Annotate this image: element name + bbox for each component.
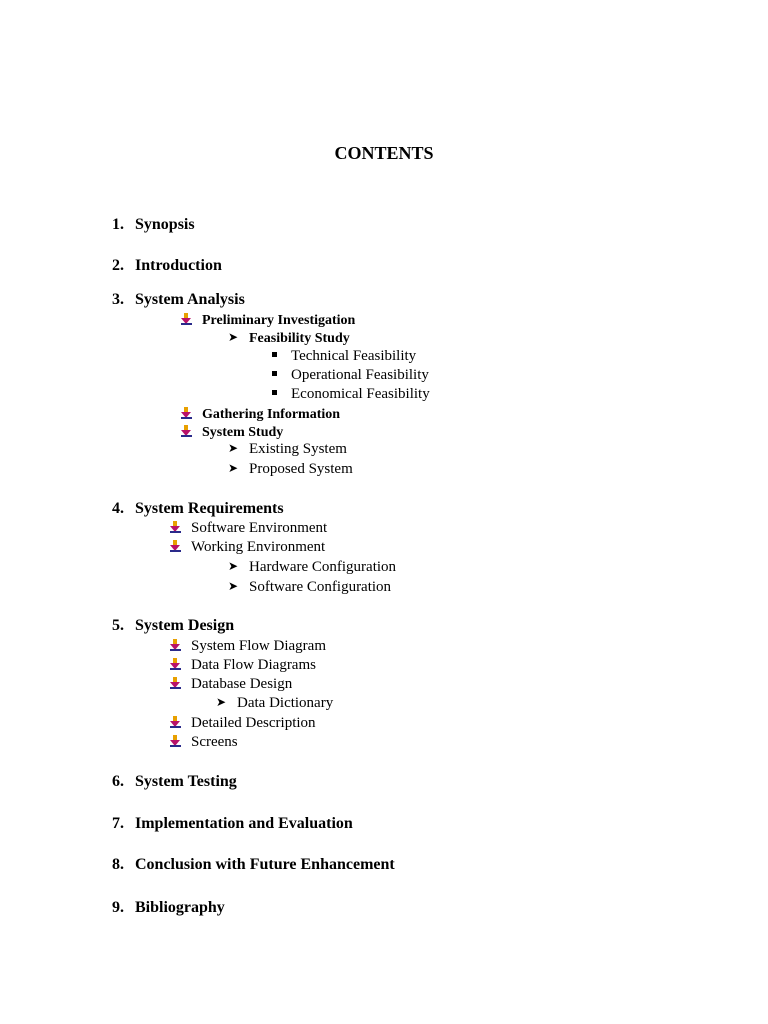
- toc-section-2: [112, 258, 222, 274]
- section-title: System Testing: [135, 773, 237, 790]
- toc-item-software-environment: Software Environment: [170, 521, 327, 536]
- toc-item-detailed-description: Detailed Description: [170, 716, 316, 731]
- toc-item-preliminary-investigation: Preliminary Investigation: [181, 313, 355, 328]
- section-title: Conclusion with Future Enhancement: [135, 856, 395, 873]
- toc-section-1: [112, 217, 195, 233]
- toc-item-hardware-configuration: ➤ Hardware Configuration: [228, 559, 397, 575]
- toc-item-data-dictionary: ➤ Data Dictionary: [216, 695, 334, 711]
- section-number: 9.: [112, 899, 124, 916]
- arrow-down-bullet-icon: [170, 658, 182, 670]
- square-bullet-icon: [272, 390, 277, 395]
- toc-section-7: [112, 816, 353, 832]
- toc-item-proposed-system: ➤ Proposed System: [228, 461, 353, 477]
- toc-item-economical-feasibility: Economical Feasibility: [272, 387, 430, 402]
- arrow-down-bullet-icon: [181, 425, 193, 437]
- arrow-down-bullet-icon: [181, 313, 193, 325]
- section-title: System Design: [135, 617, 235, 634]
- arrow-down-bullet-icon: [181, 407, 193, 419]
- arrow-down-bullet-icon: [170, 677, 182, 689]
- section-number: 8.: [112, 856, 124, 873]
- toc-section-4: [112, 501, 284, 517]
- arrow-down-bullet-icon: [170, 735, 182, 747]
- toc-section-6: [112, 774, 237, 790]
- section-title: Implementation and Evaluation: [135, 815, 353, 832]
- toc-item-screens: Screens: [170, 735, 238, 750]
- toc-item-gathering-information: Gathering Information: [181, 407, 340, 422]
- section-number: 2.: [112, 257, 124, 274]
- section-title: System Analysis: [135, 291, 245, 308]
- square-bullet-icon: [272, 352, 277, 357]
- arrowhead-bullet-icon: ➤: [228, 559, 239, 573]
- section-number: 1.: [112, 216, 124, 233]
- section-title: Introduction: [135, 257, 222, 274]
- toc-section-3: [112, 292, 245, 308]
- arrow-down-bullet-icon: [170, 540, 182, 552]
- arrowhead-bullet-icon: ➤: [228, 441, 239, 455]
- section-title: Bibliography: [135, 899, 225, 916]
- section-number: 4.: [112, 500, 124, 517]
- arrow-down-bullet-icon: [170, 716, 182, 728]
- square-bullet-icon: [272, 371, 277, 376]
- toc-item-technical-feasibility: Technical Feasibility: [272, 349, 416, 364]
- arrowhead-bullet-icon: ➤: [216, 695, 227, 709]
- section-number: 5.: [112, 617, 124, 634]
- toc-section-8: [112, 857, 395, 873]
- page-title: CONTENTS: [334, 143, 434, 163]
- section-title: Synopsis: [135, 216, 195, 233]
- toc-item-system-flow-diagram: System Flow Diagram: [170, 639, 326, 654]
- toc-item-existing-system: ➤ Existing System: [228, 441, 347, 457]
- toc-section-5: [112, 618, 234, 634]
- toc-item-operational-feasibility: Operational Feasibility: [272, 368, 429, 383]
- toc-item-system-study: System Study: [181, 425, 283, 440]
- arrow-down-bullet-icon: [170, 521, 182, 533]
- toc-item-working-environment: Working Environment: [170, 540, 325, 555]
- toc-item-feasibility-study: ➤ Feasibility Study: [228, 330, 350, 346]
- toc-item-data-flow-diagrams: Data Flow Diagrams: [170, 658, 316, 673]
- toc-section-9: [112, 900, 225, 916]
- section-title: System Requirements: [135, 500, 284, 517]
- arrowhead-bullet-icon: ➤: [228, 461, 239, 475]
- arrowhead-bullet-icon: ➤: [228, 579, 239, 593]
- arrow-down-bullet-icon: [170, 639, 182, 651]
- toc-item-software-configuration: ➤ Software Configuration: [228, 579, 392, 595]
- arrowhead-bullet-icon: ➤: [228, 330, 239, 344]
- section-number: 7.: [112, 815, 124, 832]
- section-number: 6.: [112, 773, 124, 790]
- toc-item-database-design: Database Design: [170, 677, 292, 692]
- section-number: 3.: [112, 291, 124, 308]
